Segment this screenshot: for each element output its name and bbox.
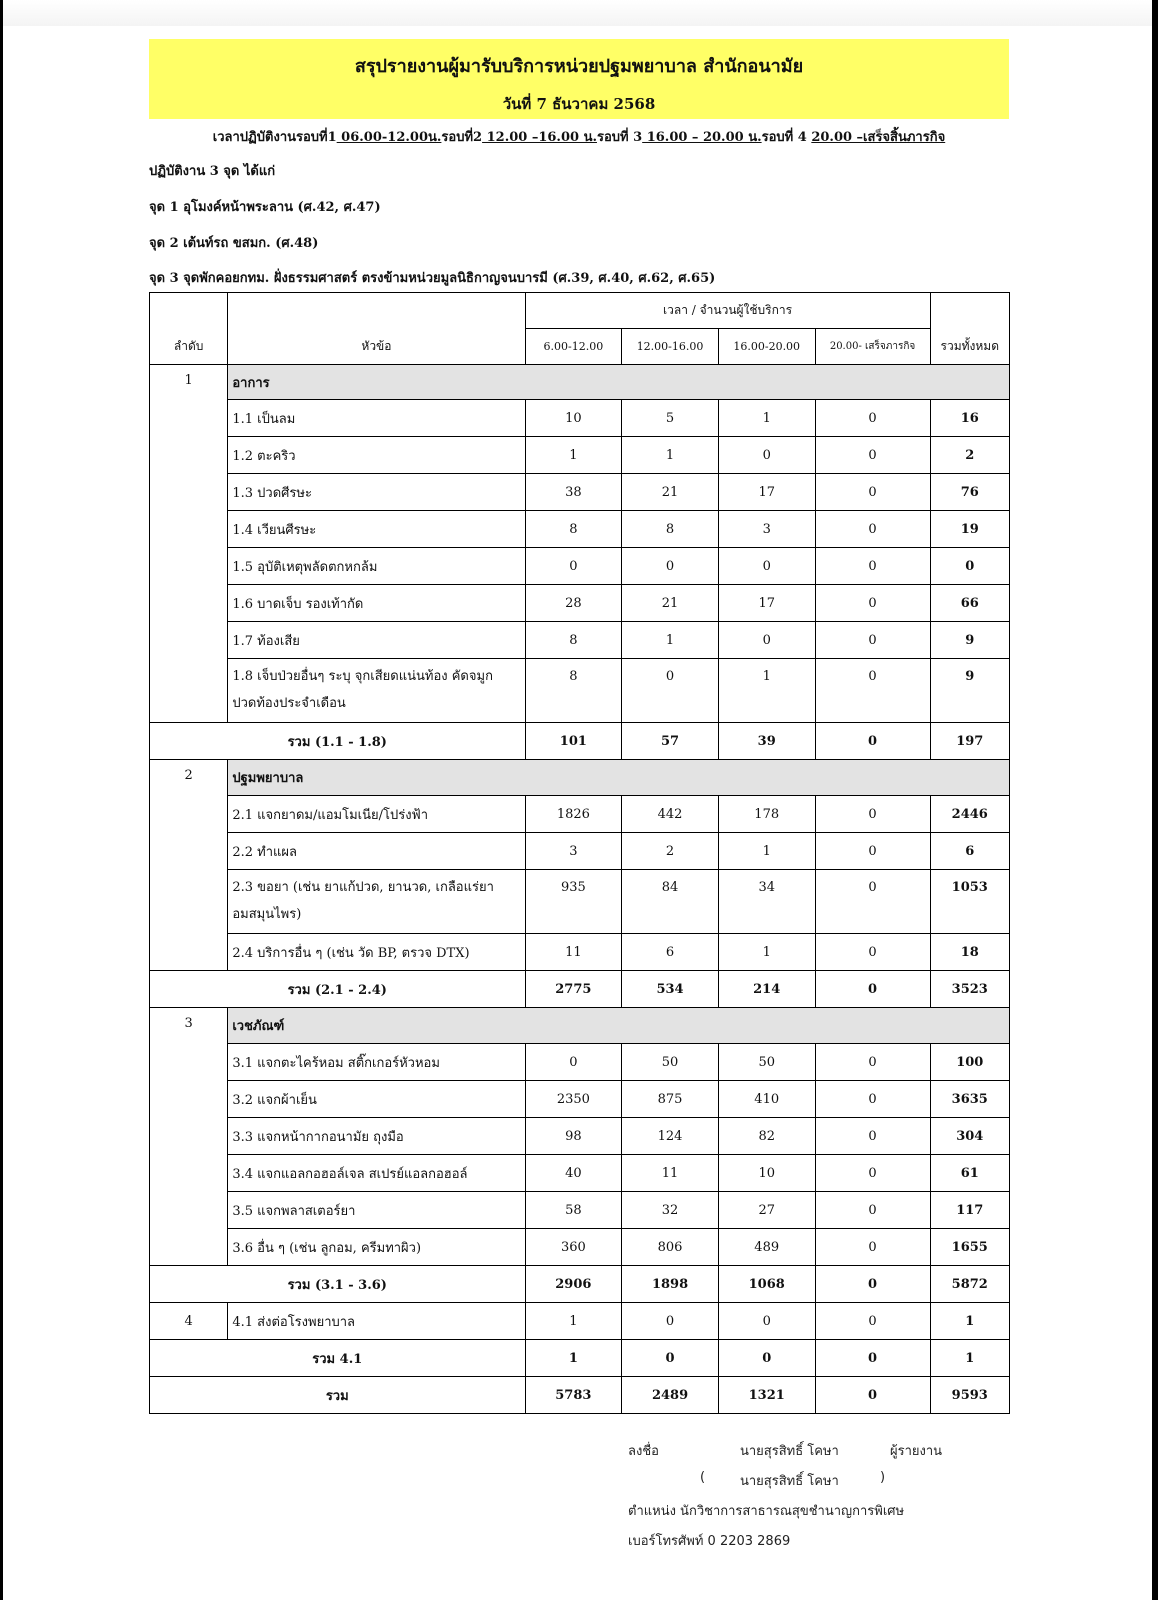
row-value: 442: [622, 796, 719, 833]
section-1-sum-row: [150, 723, 1010, 760]
row-total: 19: [930, 511, 1009, 548]
row-value: 0: [718, 548, 815, 585]
row-value: 1: [525, 437, 622, 474]
sum-value: 0: [815, 1266, 930, 1303]
section-1-title: อาการ: [228, 365, 1010, 400]
row-value: 50: [622, 1044, 719, 1081]
row-value: 1: [718, 659, 815, 723]
row-label-line-2: อมสมุนไพร): [232, 907, 302, 922]
row-value: 40: [525, 1155, 622, 1192]
header-topic: หัวข้อ: [228, 293, 525, 365]
row-value: 10: [718, 1155, 815, 1192]
row-value: 0: [815, 1044, 930, 1081]
row-value: 8: [525, 622, 622, 659]
row-label: 4.1 ส่งต่อโรงพยาบาล: [228, 1303, 525, 1340]
row-value: 0: [815, 833, 930, 870]
row-total: 1053: [930, 870, 1009, 934]
row-value: 1: [622, 437, 719, 474]
table-row: [150, 511, 1010, 548]
shift-3-time: 16.00 – 20.00 น.: [642, 130, 762, 145]
row-value: 0: [815, 548, 930, 585]
row-value: 8: [525, 659, 622, 723]
sum-value: 0: [718, 1340, 815, 1377]
sum-value: 39: [718, 723, 815, 760]
document-page: [3, 0, 1152, 1600]
row-value: 0: [815, 437, 930, 474]
row-total: 9: [930, 659, 1009, 723]
row-label: 1.3 ปวดศีรษะ: [228, 474, 525, 511]
row-value: 34: [718, 870, 815, 934]
report-date: วันที่ 7 ธันวาคม 2568: [502, 95, 656, 113]
table-row: [150, 1155, 1010, 1192]
row-value: 21: [622, 585, 719, 622]
signer-name: นายสุรสิทธิ์ โคษา: [740, 1444, 839, 1459]
location-2: จุด 2 เต้นท์รถ ขสมก. (ศ.48): [149, 236, 319, 251]
row-value: 875: [622, 1081, 719, 1118]
row-total: 16: [930, 400, 1009, 437]
row-value: 0: [815, 1081, 930, 1118]
grand-total-row: [150, 1377, 1010, 1414]
table-row: [150, 833, 1010, 870]
row-value: 38: [525, 474, 622, 511]
section-2-title: ปฐมพยาบาล: [228, 760, 1010, 796]
table-row: [150, 437, 1010, 474]
row-value: 0: [815, 511, 930, 548]
row-label: 1.5 อุบัติเหตุพลัดตกหกล้ม: [228, 548, 525, 585]
row-label: 3.2 แจกผ้าเย็น: [228, 1081, 525, 1118]
open-paren: (: [700, 1470, 706, 1485]
row-value: 935: [525, 870, 622, 934]
sum-value: 2906: [525, 1266, 622, 1303]
grand-total-value: 2489: [622, 1377, 719, 1414]
row-label: 2.2 ทำแผล: [228, 833, 525, 870]
row-value: 0: [815, 1303, 930, 1340]
row-value: 58: [525, 1192, 622, 1229]
row-value: 1: [622, 622, 719, 659]
shift-2-label: รอบที่2: [441, 130, 483, 145]
row-value: 0: [815, 796, 930, 833]
table-row: [150, 934, 1010, 971]
row-value: 0: [815, 474, 930, 511]
sum-value: 1898: [622, 1266, 719, 1303]
row-total: 66: [930, 585, 1009, 622]
row-total: 6: [930, 833, 1009, 870]
sum-value: 534: [622, 971, 719, 1008]
row-value: 50: [718, 1044, 815, 1081]
signer-phone: เบอร์โทรศัพท์ 0 2203 2869: [628, 1534, 791, 1549]
section-3-no: 3: [150, 1008, 228, 1266]
locations-intro: ปฏิบัติงาน 3 จุด ได้แก่: [149, 164, 276, 179]
row-value: 5: [622, 400, 719, 437]
sum-value: 2775: [525, 971, 622, 1008]
sum-total: 3523: [930, 971, 1009, 1008]
close-paren: ): [880, 1470, 886, 1485]
table-row: [150, 622, 1010, 659]
row-value: 0: [815, 1229, 930, 1266]
row-label-line-2: ปวดท้องประจำเดือน: [232, 696, 346, 711]
row-value: 0: [815, 659, 930, 723]
header-no: ลำดับ: [150, 293, 228, 365]
row-label: 1.2 ตะคริว: [228, 437, 525, 474]
grand-total-value: 0: [815, 1377, 930, 1414]
header-time-1: 6.00-12.00: [525, 329, 622, 365]
sum-value: 57: [622, 723, 719, 760]
section-3-title: เวชภัณฑ์: [228, 1008, 1010, 1044]
row-label-line-1: 2.3 ขอยา (เช่น ยาแก้ปวด, ยานวด, เกลือแร่ยา: [232, 880, 494, 895]
shift-4-label: รอบที่ 4: [761, 130, 812, 145]
row-label: 3.6 อื่น ๆ (เช่น ลูกอม, ครีมทาผิว): [228, 1229, 525, 1266]
header-time-group: เวลา / จำนวนผู้ใช้บริการ: [525, 293, 930, 329]
row-value: 1: [718, 934, 815, 971]
table-row: [150, 1303, 1010, 1340]
table-row: [150, 474, 1010, 511]
shift-1-time: 06.00-12.00น.: [336, 130, 442, 145]
section-3-sum-row: [150, 1266, 1010, 1303]
row-value: 0: [718, 622, 815, 659]
table-row: [150, 1192, 1010, 1229]
header-total: รวมทั้งหมด: [930, 293, 1009, 365]
row-value: 98: [525, 1118, 622, 1155]
table-row: [150, 659, 1010, 723]
row-total: 100: [930, 1044, 1009, 1081]
row-value: 489: [718, 1229, 815, 1266]
section-2-sum-row: [150, 971, 1010, 1008]
sum-value: 0: [622, 1340, 719, 1377]
grand-total-value: 1321: [718, 1377, 815, 1414]
sum-label: รวม (1.1 - 1.8): [150, 723, 526, 760]
table-header-row: [150, 293, 1010, 329]
sum-label: รวม (2.1 - 2.4): [150, 971, 526, 1008]
header-time-2: 12.00-16.00: [622, 329, 719, 365]
sum-value: 1068: [718, 1266, 815, 1303]
sum-value: 214: [718, 971, 815, 1008]
row-value: 11: [525, 934, 622, 971]
row-total: 2446: [930, 796, 1009, 833]
section-4-no: 4: [150, 1303, 228, 1340]
sum-value: 101: [525, 723, 622, 760]
table-row: [150, 796, 1010, 833]
row-total: 0: [930, 548, 1009, 585]
row-value: 8: [525, 511, 622, 548]
row-value: 10: [525, 400, 622, 437]
row-value: 6: [622, 934, 719, 971]
row-value: 11: [622, 1155, 719, 1192]
sum-label: รวม 4.1: [150, 1340, 526, 1377]
row-total: 76: [930, 474, 1009, 511]
row-value: 17: [718, 474, 815, 511]
row-label: [228, 870, 525, 934]
row-value: 82: [718, 1118, 815, 1155]
row-total: 1: [930, 1303, 1009, 1340]
row-value: 0: [815, 1118, 930, 1155]
row-value: 0: [815, 585, 930, 622]
row-value: 806: [622, 1229, 719, 1266]
location-3: จุด 3 จุดพักคอยกทม. ฝั่งธรรมศาสตร์ ตรงข้ามหน่วยมูลนิธิกาญจนบารมี (ศ.39, ศ.40, ศ.62, ศ.65): [149, 271, 716, 286]
row-label: 3.4 แจกแอลกอฮอล์เจล สเปรย์แอลกอฮอล์: [228, 1155, 525, 1192]
row-value: 8: [622, 511, 719, 548]
grand-total: 9593: [930, 1377, 1009, 1414]
row-value: 410: [718, 1081, 815, 1118]
sum-value: 0: [815, 1340, 930, 1377]
shift-3-label: รอบที่ 3: [596, 130, 643, 145]
title-banner: [149, 39, 1009, 119]
sum-value: 0: [815, 723, 930, 760]
row-label: 1.7 ท้องเสีย: [228, 622, 525, 659]
section-4-sum-row: [150, 1340, 1010, 1377]
grand-total-value: 5783: [525, 1377, 622, 1414]
shift-prefix: เวลาปฏิบัติงานรอบที่1: [212, 130, 337, 145]
row-total: 2: [930, 437, 1009, 474]
section-1-no: 1: [150, 365, 228, 723]
row-value: 0: [815, 400, 930, 437]
sum-value: 1: [525, 1340, 622, 1377]
table-row: [150, 870, 1010, 934]
row-total: 18: [930, 934, 1009, 971]
row-value: 360: [525, 1229, 622, 1266]
row-value: 3: [525, 833, 622, 870]
sum-value: 0: [815, 971, 930, 1008]
row-value: 0: [622, 659, 719, 723]
top-toolbar-strip: [3, 0, 1152, 26]
row-total: 1655: [930, 1229, 1009, 1266]
row-label: [228, 659, 525, 723]
row-value: 124: [622, 1118, 719, 1155]
location-1: จุด 1 อุโมงค์หน้าพระลาน (ศ.42, ศ.47): [149, 200, 381, 215]
row-label: 3.1 แจกตะไคร้หอม สติ๊กเกอร์หัวหอม: [228, 1044, 525, 1081]
service-summary-table: [149, 292, 1010, 1414]
grand-total-label: รวม: [150, 1377, 526, 1414]
shift-times: [149, 126, 1009, 147]
table-row: [150, 585, 1010, 622]
table-row: [150, 1081, 1010, 1118]
row-total: 9: [930, 622, 1009, 659]
sum-total: 1: [930, 1340, 1009, 1377]
header-time-3: 16.00-20.00: [718, 329, 815, 365]
row-value: 28: [525, 585, 622, 622]
table-row: [150, 1044, 1010, 1081]
row-value: 2: [622, 833, 719, 870]
row-label: 1.4 เวียนศีรษะ: [228, 511, 525, 548]
table-row: [150, 400, 1010, 437]
header-time-4: 20.00- เสร็จภารกิจ: [815, 329, 930, 365]
row-value: 0: [815, 934, 930, 971]
row-total: 3635: [930, 1081, 1009, 1118]
row-value: 1826: [525, 796, 622, 833]
row-value: 84: [622, 870, 719, 934]
signer-position: ตำแหน่ง นักวิชาการสาธารณสุขชำนาญการพิเศษ: [628, 1504, 905, 1519]
row-value: 0: [815, 870, 930, 934]
row-value: 1: [718, 400, 815, 437]
row-value: 0: [815, 1192, 930, 1229]
sum-total: 197: [930, 723, 1009, 760]
row-label: 3.5 แจกพลาสเตอร์ยา: [228, 1192, 525, 1229]
sum-label: รวม (3.1 - 3.6): [150, 1266, 526, 1303]
row-value: 21: [622, 474, 719, 511]
row-value: 0: [622, 548, 719, 585]
section-2-no: 2: [150, 760, 228, 971]
row-value: 0: [718, 437, 815, 474]
row-total: 304: [930, 1118, 1009, 1155]
table-row: [150, 1229, 1010, 1266]
row-label: 1.1 เป็นลม: [228, 400, 525, 437]
row-label: 1.6 บาดเจ็บ รองเท้ากัด: [228, 585, 525, 622]
shift-4-time: 20.00 –เสร็จสิ้นภารกิจ: [811, 130, 946, 145]
section-3-header: [150, 1008, 1010, 1044]
row-label: 3.3 แจกหน้ากากอนามัย ถุงมือ: [228, 1118, 525, 1155]
signer-name-parenthesized: นายสุรสิทธิ์ โคษา: [740, 1474, 839, 1489]
report-title: สรุปรายงานผู้มารับบริการหน่วยปฐมพยาบาล สำนักอนามัย: [354, 56, 804, 77]
signer-role: ผู้รายงาน: [890, 1444, 943, 1459]
row-label-line-1: 1.8 เจ็บป่วยอื่นๆ ระบุ จุกเสียดแน่นท้อง คัดจมูก: [232, 669, 493, 684]
row-label: 2.1 แจกยาดม/แอมโมเนีย/โปร่งฟ้า: [228, 796, 525, 833]
row-total: 61: [930, 1155, 1009, 1192]
sign-label: ลงชื่อ: [628, 1444, 659, 1459]
row-value: 3: [718, 511, 815, 548]
row-value: 17: [718, 585, 815, 622]
row-value: 2350: [525, 1081, 622, 1118]
row-value: 0: [815, 622, 930, 659]
row-value: 0: [622, 1303, 719, 1340]
row-value: 0: [525, 1044, 622, 1081]
row-value: 0: [525, 548, 622, 585]
row-value: 27: [718, 1192, 815, 1229]
row-value: 1: [718, 833, 815, 870]
row-value: 0: [815, 1155, 930, 1192]
sum-total: 5872: [930, 1266, 1009, 1303]
row-value: 178: [718, 796, 815, 833]
section-1-header: [150, 365, 1010, 400]
row-value: 32: [622, 1192, 719, 1229]
row-value: 0: [718, 1303, 815, 1340]
section-2-header: [150, 760, 1010, 796]
table-row: [150, 1118, 1010, 1155]
shift-2-time: 12.00 –16.00 น.: [482, 130, 597, 145]
table-row: [150, 548, 1010, 585]
row-total: 117: [930, 1192, 1009, 1229]
row-value: 1: [525, 1303, 622, 1340]
row-label: 2.4 บริการอื่น ๆ (เช่น วัด BP, ตรวจ DTX): [228, 934, 525, 971]
